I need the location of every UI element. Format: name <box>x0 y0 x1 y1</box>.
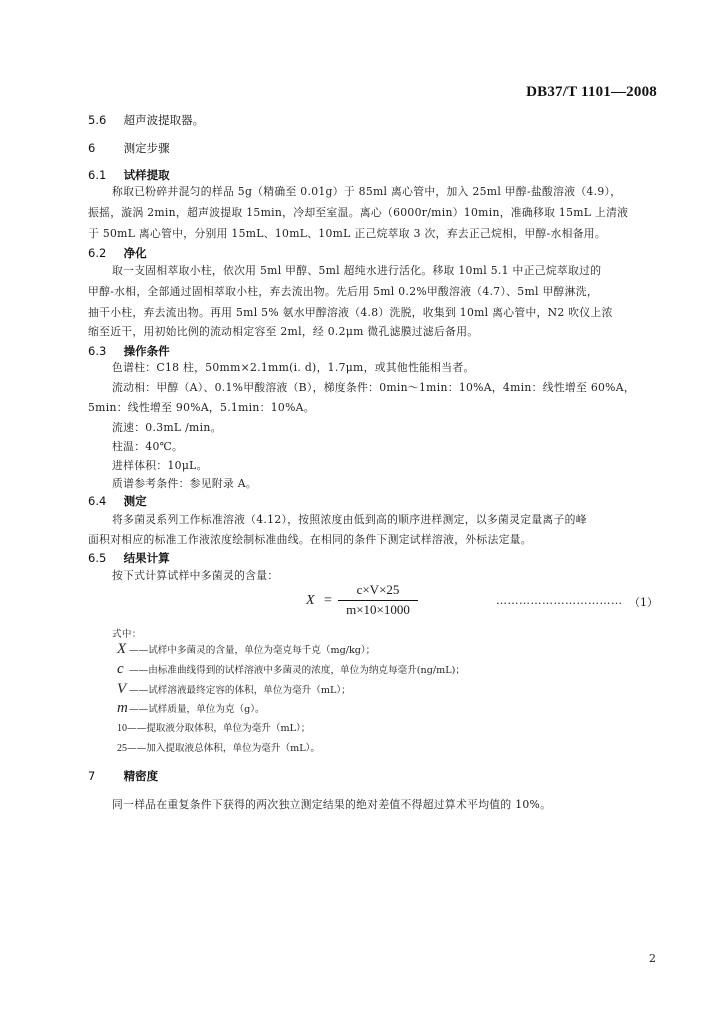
section-number: 6.3 <box>88 344 107 358</box>
paragraph-line: 于 50mL 离心管中，分别用 15mL、10mL、10mL 正己烷萃取 3 次，弃去正己烷相，甲醇-水相备用。 <box>88 227 606 240</box>
section-title: 试样提取 <box>123 168 170 182</box>
symbol-description: ——提取液分取体积，单位为毫升（mL）； <box>127 723 311 734</box>
page-number: 2 <box>649 952 656 965</box>
section-number: 6.2 <box>88 246 107 260</box>
formula-numerator: c×V×25 <box>356 582 400 597</box>
section-number: 7 <box>88 769 96 783</box>
paragraph-line: 柱温：40℃。 <box>112 440 184 453</box>
section-6-5-heading <box>88 550 170 566</box>
equation-number: （1） <box>629 596 658 609</box>
paragraph-line: 按下式计算试样中多菌灵的含量： <box>112 569 279 582</box>
symbol: V <box>117 681 127 697</box>
formula-equals: = <box>324 593 332 608</box>
paragraph-line: 同一样品在重复条件下获得的两次独立测定结果的绝对差值不得超过算术平均值的 10%。 <box>112 798 552 811</box>
symbol-row <box>117 681 351 698</box>
section-number: 6.4 <box>88 494 107 508</box>
symbol: X <box>117 641 127 657</box>
symbol-description: ——试样中多菌灵的含量，单位为毫克每千克（mg/kg）； <box>129 645 376 656</box>
section-6-3-heading <box>88 343 170 359</box>
symbol-description: ——试样溶液最终定容的体积，单位为毫升（mL）； <box>129 685 351 696</box>
paragraph-line: 流速：0.3mL /min。 <box>112 421 222 434</box>
paragraph-line: 缩至近干，用初始比例的流动相定容至 2ml，经 0.2μm 微孔滤膜过滤后备用。 <box>88 325 479 338</box>
symbol-row <box>117 661 465 678</box>
symbol: c <box>117 661 124 677</box>
paragraph-line: 流动相：甲醇（A）、0.1%甲酸溶液（B），梯度条件：0min～1min：10%A，4min：线性增至 60%A， <box>112 381 635 394</box>
section-title: 净化 <box>123 246 147 260</box>
section-title: 测定 <box>123 494 147 508</box>
paragraph-line: 取一支固相萃取小柱，依次用 5ml 甲醇、5ml 超纯水进行活化。移取 10ml 5.1 中正己烷萃取过的 <box>112 264 602 277</box>
item-text: 超声波提取器。 <box>123 113 205 127</box>
paragraph-line: 质谱参考条件：参见附录 A。 <box>112 477 257 490</box>
symbol-description: ——试样质量，单位为克（g）。 <box>129 704 265 715</box>
symbol-row <box>117 740 320 754</box>
formula-denominator: m×10×1000 <box>346 602 410 617</box>
formula <box>306 582 426 622</box>
paragraph-line: 进样体积：10μL。 <box>112 459 208 472</box>
section-6-1-heading <box>88 167 170 183</box>
symbol-description: ——加入提取液总体积，单位为毫升（mL）。 <box>127 743 320 754</box>
section-title: 结果计算 <box>123 551 170 565</box>
paragraph-line: 色谱柱：C18 柱，50mm×2.1mm(i. d)，1.7μm，或其他性能相当者。 <box>112 361 475 374</box>
where-label: 式中： <box>112 629 142 640</box>
symbol: 25 <box>117 743 127 754</box>
paragraph-line: 甲醇-水相，全部通过固相萃取小柱，弃去流出物。先后用 5ml 0.2%甲酸溶液（4.7）、5ml 甲醇淋洗， <box>88 285 598 298</box>
symbol-row <box>117 720 310 734</box>
symbol-row <box>117 700 265 717</box>
item-number: 5.6 <box>88 113 107 127</box>
symbol-description: ——由标准曲线得到的试样溶液中多菌灵的浓度，单位为纳克每毫升(ng/mL)； <box>129 665 465 676</box>
fraction-bar <box>338 600 418 601</box>
document-code: DB37/T 1101—2008 <box>526 84 657 100</box>
section-title: 测定步骤 <box>123 141 170 155</box>
paragraph-line: 将多菌灵系列工作标准溶液（4.12），按照浓度由低到高的顺序进样测定，以多菌灵定量离子的峰 <box>112 513 587 526</box>
paragraph-line: 5min：线性增至 90%A，5.1min：10%A。 <box>88 401 315 414</box>
section-number: 6.5 <box>88 551 107 565</box>
section-6-2-heading <box>88 245 147 261</box>
item-5-6 <box>88 112 204 128</box>
section-7-heading <box>88 768 158 784</box>
symbol-row <box>117 641 375 658</box>
section-title: 操作条件 <box>123 344 170 358</box>
paragraph-line: 面积对相应的标准工作液浓度绘制标准曲线。在相同的条件下测定试样溶液，外标法定量。 <box>88 533 532 546</box>
formula-leader: …………………………… <box>496 594 623 607</box>
section-6-heading <box>88 140 170 156</box>
paragraph-line: 称取已粉碎并混匀的样品 5g（精确至 0.01g）于 85ml 离心管中，加入 25ml 甲醇-盐酸溶液（4.9）， <box>112 185 622 198</box>
symbol: m <box>117 700 128 716</box>
paragraph-line: 振摇，漩涡 2min，超声波提取 15min，冷却至室温。离心（6000r/min）10min，准确移取 15mL 上清液 <box>88 206 629 219</box>
section-number: 6.1 <box>88 168 107 182</box>
symbol: 10 <box>117 723 127 734</box>
paragraph-line: 抽干小柱，弃去流出物。再用 5ml 5% 氨水甲醇溶液（4.8）洗脱，收集到 10ml 离心管中，N2 吹仪上浓 <box>88 306 613 319</box>
section-title: 精密度 <box>123 769 159 783</box>
formula-lhs: X <box>306 593 315 608</box>
section-number: 6 <box>88 141 96 155</box>
section-6-4-heading <box>88 493 147 509</box>
